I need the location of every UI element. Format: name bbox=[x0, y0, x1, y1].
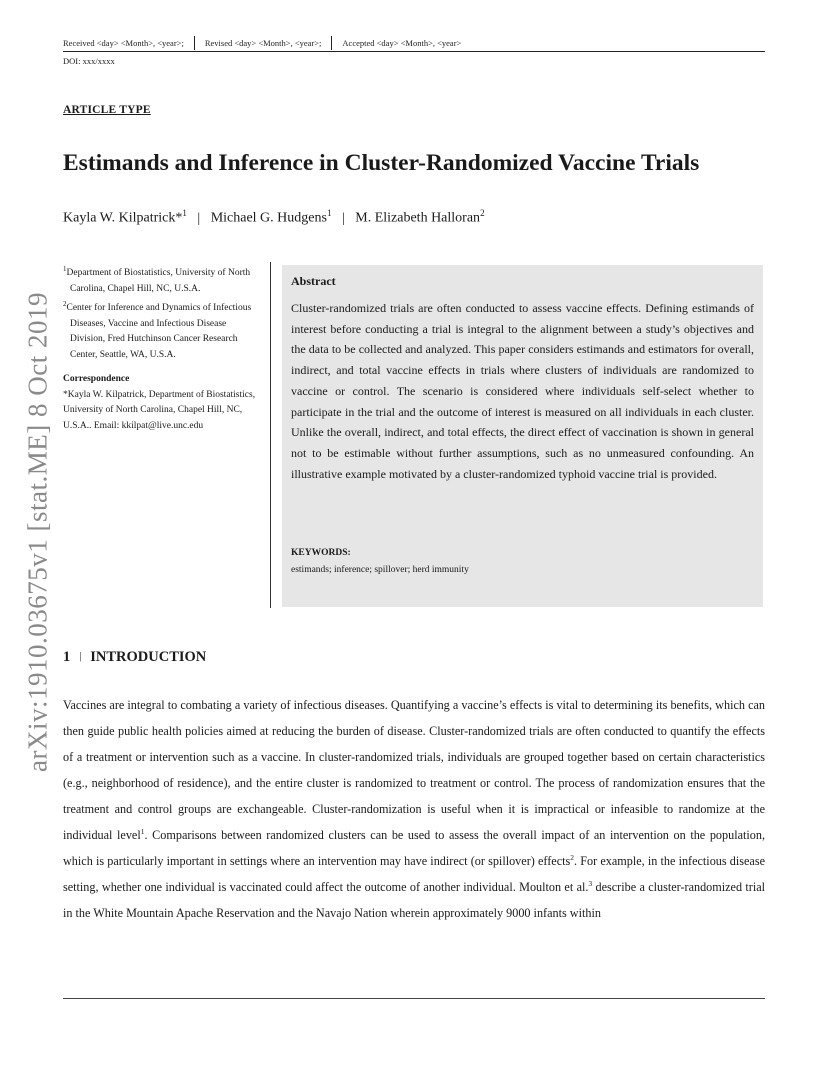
section-number: 1 bbox=[63, 649, 71, 665]
paragraph-text: describe a cluster-randomized trial in the White Mountain Apache Reservation and the Navajo Nation wherein approximately 9000 infants within bbox=[63, 880, 766, 920]
paragraph-text: . For example, in the infectious disease setting, whether one individual is vaccinated could affect the outcome of another individual. Moulton et al. bbox=[63, 854, 765, 894]
correspondence-heading: Correspondence bbox=[63, 374, 130, 385]
keywords-heading: KEYWORDS: bbox=[291, 548, 351, 558]
header-rule bbox=[63, 51, 765, 52]
citation-ref[interactable]: 1 bbox=[140, 826, 145, 836]
submission-history bbox=[63, 36, 461, 50]
section-heading bbox=[63, 649, 206, 666]
accepted-date: Accepted <day> <Month>, <year> bbox=[342, 38, 462, 48]
section-separator: | bbox=[79, 651, 82, 662]
author-name: Michael G. Hudgens bbox=[210, 210, 327, 226]
introduction-paragraph bbox=[63, 692, 765, 926]
affiliation-text: Center for Inference and Dynamics of Infectious Diseases, Vaccine and Infectious Disease Division, Fred Hutchinson Cancer Research Center, Seattle, WA, U.S.A. bbox=[66, 303, 252, 360]
revised-date: Revised <day> <Month>, <year>; bbox=[204, 38, 322, 48]
abstract-text: Cluster-randomized trials are often conducted to assess vaccine effects. Defining estimands of interest before conducting a trial is integral to the alignment between a study’s objectives and the data to be collected and analyzed. This paper considers estimands and estimators for overall, indirect, and total vaccine effects in trials where clusters of individuals are randomized to vaccine or control. The scenario is considered where individuals self-select whether to participate in the trial and the outcome of interest is measured on all individuals in each cluster. Unlike the overall, indirect, and total effects, the direct effect of vaccination is shown in general not to be estimable without further assumptions, such as no unmeasured confounding. An illustrative example motivated by a cluster-randomized typhoid vaccine trial is provided. bbox=[291, 301, 754, 481]
received-date: Received <day> <Month>, <year>; bbox=[63, 38, 184, 48]
author-name: M. Elizabeth Halloran bbox=[355, 210, 481, 226]
column-divider bbox=[270, 262, 271, 608]
affiliations-column bbox=[63, 262, 263, 434]
section-title: INTRODUCTION bbox=[90, 649, 207, 665]
header-divider bbox=[331, 36, 332, 50]
arxiv-stamp: arXiv:1910.03675v1 [stat.ME] 8 Oct 2019 bbox=[22, 292, 53, 772]
author-affiliation-mark: 1 bbox=[182, 208, 187, 218]
header-divider bbox=[194, 36, 195, 50]
affiliation-mark: 1 bbox=[63, 265, 67, 273]
author-separator: | bbox=[341, 210, 345, 226]
paragraph-text: Vaccines are integral to combating a variety of infectious diseases. Quantifying a vaccine’s effects is vital to determining its benefits, which can then guide public health policies aimed at reducing the burden of disease. Cluster-randomized trials are often conducted to quantify the effects of a treatment or intervention such as a vaccine. In cluster-randomized trials, individuals are grouped together based on certain characteristics (e.g., neighborhood of residence), and the entire cluster is randomized to treatment or control. The process of randomization ensures that the treatment and control groups are exchangeable. Cluster-randomization is useful when it is impractical or infeasible to randomize at the individual level bbox=[63, 698, 765, 842]
article-type: ARTICLE TYPE bbox=[63, 104, 151, 116]
affiliation bbox=[63, 297, 263, 363]
author-affiliation-mark: 2 bbox=[480, 208, 485, 218]
author-affiliation-mark: 1 bbox=[326, 208, 332, 218]
footer-rule bbox=[63, 998, 765, 999]
author-name: Kayla W. Kilpatrick* bbox=[63, 210, 183, 226]
doi: DOI: xxx/xxxx bbox=[63, 56, 115, 66]
correspondence-text: *Kayla W. Kilpatrick, Department of Biostatistics, University of North Carolina, Chapel Hill, NC, U.S.A.. Email: kkilpat@live.unc.edu bbox=[63, 389, 256, 431]
author-list bbox=[63, 208, 485, 227]
paper-title: Estimands and Inference in Cluster-Randomized Vaccine Trials bbox=[63, 150, 700, 176]
affiliation bbox=[63, 262, 263, 297]
author-separator: | bbox=[197, 210, 201, 226]
citation-ref[interactable]: 3 bbox=[588, 878, 593, 888]
paragraph-text: . Comparisons between randomized clusters can be used to assess the overall impact of an intervention on the population, which is particularly important in settings where an intervention may have indirect (or spillover) effects bbox=[63, 828, 766, 868]
affiliation-text: Department of Biostatistics, University of North Carolina, Chapel Hill, NC, U.S.A. bbox=[66, 268, 251, 294]
abstract-heading: Abstract bbox=[291, 274, 336, 288]
citation-ref[interactable]: 2 bbox=[570, 852, 574, 862]
keywords: estimands; inference; spillover; herd immunity bbox=[291, 565, 469, 575]
affiliation-mark: 2 bbox=[63, 300, 67, 309]
